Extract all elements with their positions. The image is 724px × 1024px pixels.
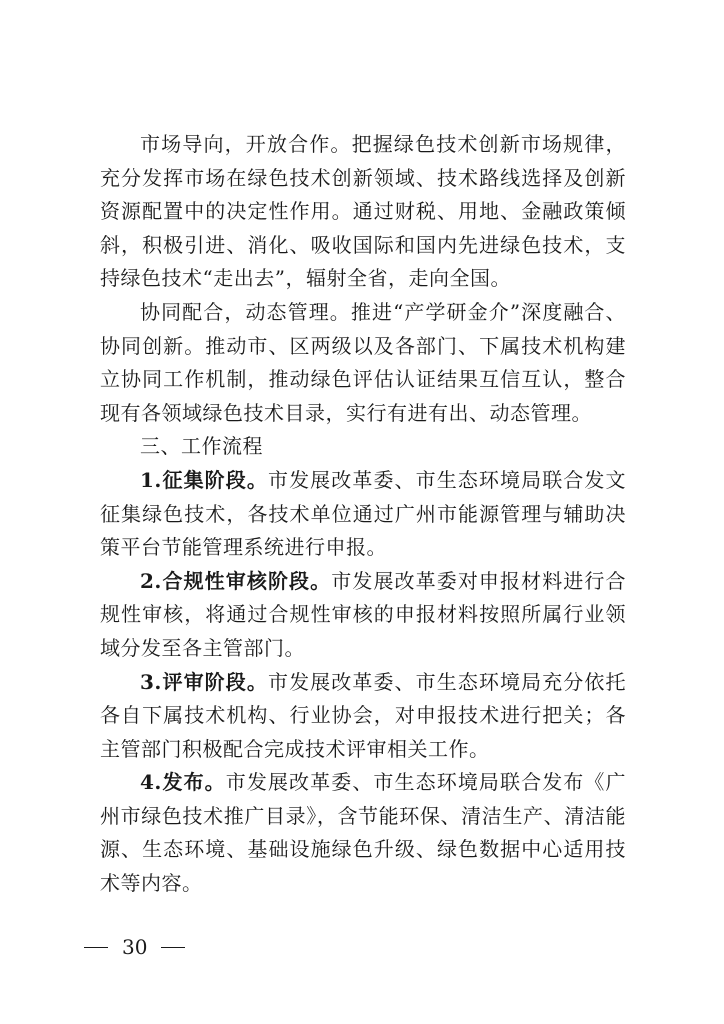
paragraph-market-orientation: 市场导向，开放合作。把握绿色技术创新市场规律，充分发挥市场在绿色技术创新领域、技术路线选择及创新资源配置中的决定性作用。通过财税、用地、金融政策倾斜，积极引进、消化、吸收国际和国内先进绿色技术，支持绿色技术“走出去”，辐射全省，走向全国。 [100, 132, 626, 291]
footer-dash-right [161, 947, 185, 948]
step-1-text: 市发展改革委、市生态环境局联合发文征集绿色技术，各技术单位通过广州市能源管理与辅助决策平台节能管理系统进行申报。 [100, 467, 627, 560]
step-4-paragraph [100, 766, 626, 900]
step-3-lead: 3.评审阶段。 [140, 669, 268, 694]
step-3-paragraph [100, 666, 626, 767]
step-3-text: 市发展改革委、市生态环境局充分依托各自下属技术机构、行业协会，对申报技术进行把关；各主管部门积极配合完成技术评审相关工作。 [100, 669, 627, 761]
step-2-text: 市发展改革委对申报材料进行合规性审核，将通过合规性审核的申报材料按照所属行业领域分发至各主管部门。 [100, 568, 626, 660]
footer-dash-left [84, 947, 108, 948]
step-4-text: 市发展改革委、市生态环境局联合发布《广州市绿色技术推广目录》，含节能环保、清洁生产、清洁能源、生态环境、基础设施绿色升级、绿色数据中心适用技术等内容。 [100, 770, 626, 896]
document-body [100, 128, 626, 901]
step-1-paragraph [100, 464, 626, 565]
step-2-paragraph [100, 565, 626, 666]
step-4-lead: 4.发布。 [140, 770, 226, 795]
step-2-lead: 2.合规性审核阶段。 [140, 568, 332, 593]
page-number: 30 [122, 935, 148, 959]
step-1-lead: 1.征集阶段。 [140, 467, 268, 492]
page-footer [84, 935, 185, 959]
paragraph-coordination: 协同配合，动态管理。推进“产学研金介”深度融合、协同创新。推动市、区两级以及各部门、下属技术机构建立协同工作机制，推动绿色评估认证结果互信互认，整合现有各领域绿色技术目录，实行有进有出、动态管理。 [100, 299, 626, 425]
section-heading: 三、工作流程 [140, 434, 263, 459]
